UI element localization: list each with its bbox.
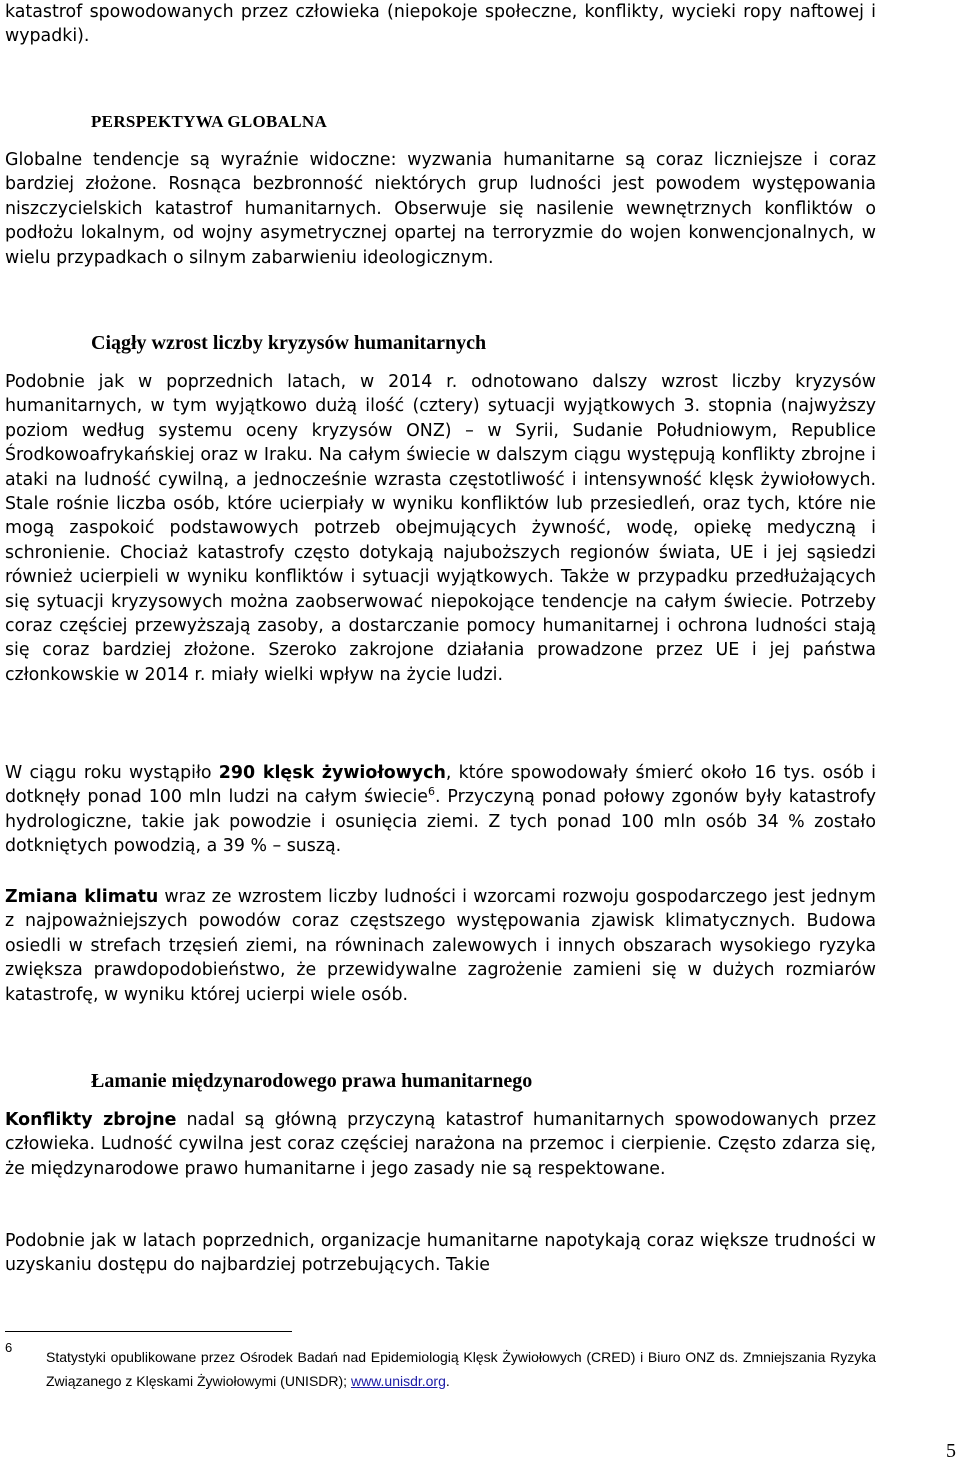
disasters-mid: , które spowodowały śmierć około 16 tys. osób i dotknęły ponad 100 mln ludzi na całym świecie bbox=[5, 763, 876, 808]
page-number: 5 bbox=[946, 1440, 956, 1462]
climate-tail: wraz ze wzrostem liczby ludności i wzorcami rozwoju gospodarczego jest jednym z najpoważniejszych powodów coraz częstszego występowania zjawisk klimatycznych. Budowa osiedli w strefach trzęsień ziemi, na równinach zalewowych i innych obszarach wysokiego ryzyka zwiększa prawdopodobieństwo, że przewidywalne zagrożenie zamieni się w dużych rozmiarów katastrofę, w wyniku której ucierpi wiele osób. bbox=[5, 887, 876, 1005]
disasters-tail: . Przyczyną ponad połowy zgonów były katastrofy hydrologiczne, takie jak powodzie i osunięcia ziemi. Z tych ponad 100 mln osób 34 % zostało dotkniętych powodzią, a 39 % – suszą. bbox=[5, 787, 876, 857]
law-paragraph bbox=[5, 1108, 876, 1181]
footnote-number: 6 bbox=[5, 1340, 13, 1355]
disasters-count: 290 klęsk żywiołowych bbox=[218, 763, 446, 783]
law-bold: Konflikty zbrojne bbox=[5, 1110, 177, 1130]
global-trends-paragraph: Globalne tendencje są wyraźnie widoczne: wyzwania humanitarne są coraz liczniejsze i coraz bardziej złożone. Rosnąca bezbronność niektórych grup ludności jest powodem występowania niszczycielskich katastrof humanitarnych. Obserwuje się nasilenie wewnętrznych konfliktów o podłożu lokalnym, od wojny asymetrycznej opartej na terroryzmie do wojen konwencjonalnych, w wielu przypadkach o silnym zabarwieniu ideologicznym. bbox=[5, 150, 876, 268]
crises-paragraph: Podobnie jak w poprzednich latach, w 2014 r. odnotowano dalszy wzrost liczby kryzysów humanitarnych, w tym wyjątkowo dużą ilość (cztery) sytuacji wyjątkowych 3. stopnia (najwyższy poziom według systemu oceny kryzysów ONZ) – w Syrii, Sudanie Południowym, Republice Środkowoafrykańskiej oraz w Iraku. Na całym świecie w dalszym ciągu występują konflikty zbrojne i ataki na ludność cywilną, a jednocześnie wzrasta częstotliwość i intensywność klęsk żywiołowych. Stale rośnie liczba osób, które ucierpiały w wyniku konfliktów lub przesiedleń, oraz tych, które nie mogą zaspokoić podstawowych potrzeb obejmujących żywność, wodę, opiekę medyczną i schronienie. Chociaż katastrofy często dotykają najuboższych regionów świata, UE i jej sąsiedzi również ucierpieli w wyniku konfliktów i sytuacji wyjątkowych. Także w przypadku przedłużających się sytuacji kryzysowych można zaobserwować niepokojące tendencje na całym świecie. Potrzeby coraz częściej przewyższają zasoby, a dostarczanie pomocy humanitarnej i ochrona ludności stają się coraz bardziej złożone. Szeroko zakrojone działania prowadzone przez UE i jej państwa członkowskie w 2014 r. miały wielki wpływ na życie ludzi. bbox=[5, 372, 876, 685]
footnote-divider bbox=[5, 1331, 292, 1332]
footnote-end: . bbox=[445, 1373, 450, 1389]
law-tail: nadal są główną przyczyną katastrof humanitarnych spowodowanych przez człowieka. Ludność cywilna jest coraz częściej narażona na przemoc i cierpienie. Często zdarza się, że międzynarodowe prawo humanitarne i jego zasady nie są respektowane. bbox=[5, 1110, 876, 1179]
disasters-paragraph bbox=[5, 761, 876, 859]
section-heading-global: PERSPEKTYWA GLOBALNA bbox=[91, 112, 328, 131]
footnote-text bbox=[46, 1345, 876, 1393]
footnote-ref[interactable]: 6 bbox=[427, 785, 435, 799]
intro-paragraph-tail: katastrof spowodowanych przez człowieka (niepokoje społeczne, konflikty, wycieki ropy naftowej i wypadki). bbox=[5, 2, 876, 47]
access-paragraph: Podobnie jak w latach poprzednich, organizacje humanitarne napotykają coraz większe trudności w uzyskaniu dostępu do najbardziej potrzebujących. Takie bbox=[5, 1231, 876, 1276]
section-heading-crises: Ciągły wzrost liczby kryzysów humanitarnych bbox=[91, 332, 487, 354]
climate-bold: Zmiana klimatu bbox=[5, 887, 159, 907]
footnote-link[interactable]: www.unisdr.org bbox=[350, 1373, 446, 1389]
climate-paragraph bbox=[5, 885, 876, 1007]
disasters-lead: W ciągu roku wystąpiło bbox=[5, 763, 219, 783]
section-heading-law: Łamanie międzynarodowego prawa humanitarnego bbox=[91, 1070, 533, 1092]
footnote-body: Statystyki opublikowane przez Ośrodek Badań nad Epidemiologią Klęsk Żywiołowych (CRED) i Biuro ONZ ds. Zmniejszania Ryzyka Związanego z Klęskami Żywiołowymi (UNISDR); bbox=[46, 1349, 876, 1389]
